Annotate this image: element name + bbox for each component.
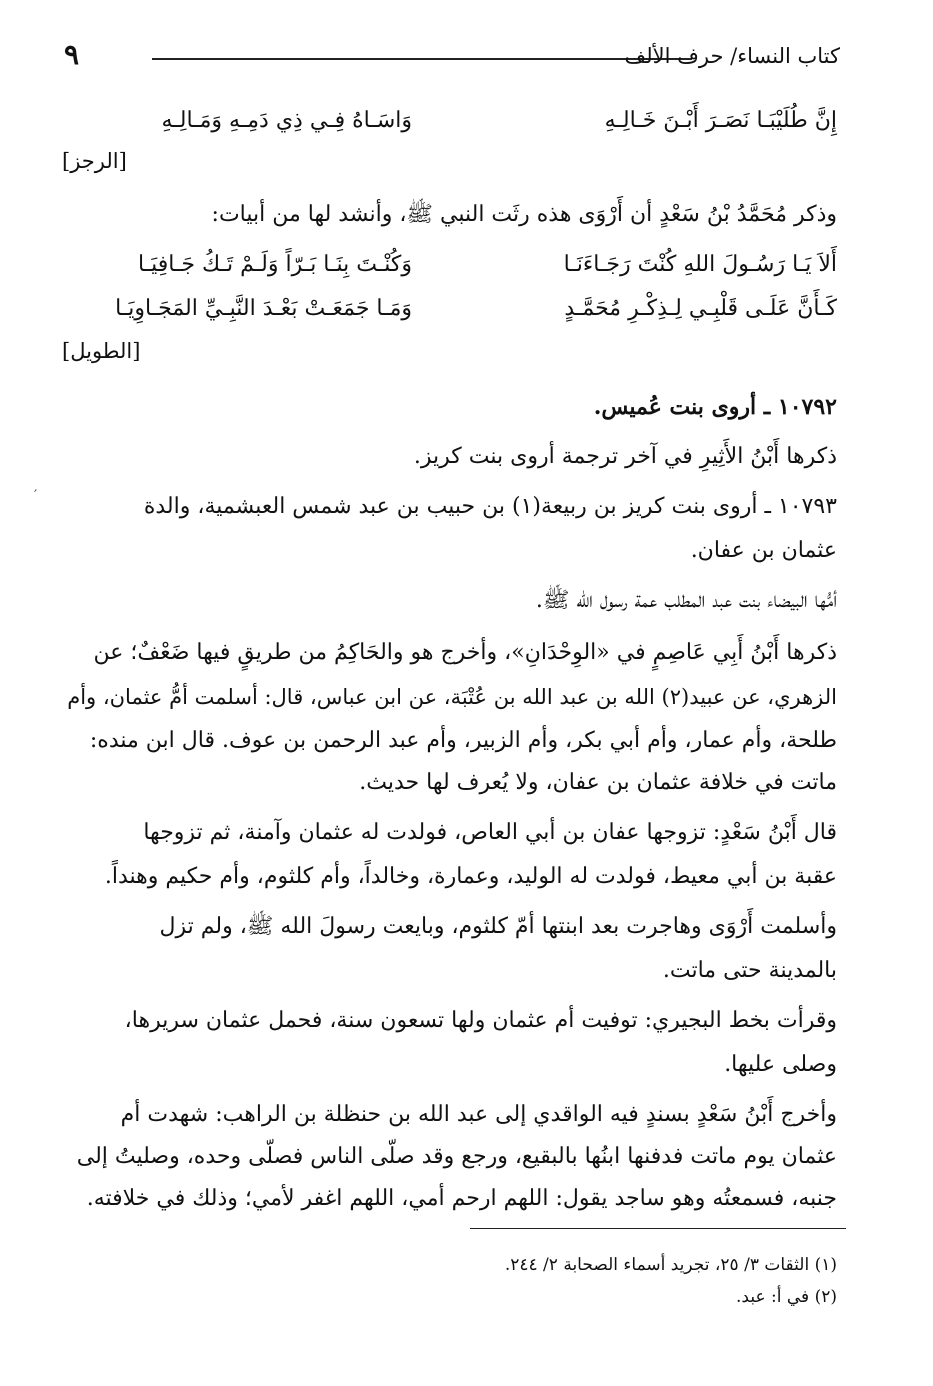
paragraph-line: ماتت في خلافة عثمان بن عفان، ولا يُعرف لها حديث. [359,770,837,795]
paragraph-line: الزهري، عن عبيد(٢) الله بن عبد الله بن عُتْبَة، عن ابن عباس، قال: أسلمت أمُّ عثمان، وأم [67,685,837,709]
paragraph-line: عقبة بن أبي معيط، فولدت له الوليد، وعمارة، وخالداً، وأم كلثوم، وأم حكيم وهنداً. [104,864,837,889]
entry-10793-heading-line: ١٠٧٩٣ ـ أروى بنت كريز بن ربيعة(١) بن حبيب بن عبد شمس العبشمية، والدة [143,494,837,519]
header-rule [152,58,692,60]
paragraph-line: قال أَبْنُ سَعْدٍ: تزوجها عفان بن أبي العاص، فولدت له عثمان وآمنة، ثم تزوجها [143,820,837,845]
verse1-right-hemistich: إِنَّ طُلَيْبَـا نَصَـرَ أَبْـنَ خَـالِـهِ [604,108,837,133]
paragraph-line: وأسلمت أَرْوَى وهاجرت بعد ابنتها أمّ كلثوم، وبايعت رسولَ الله ﷺ، ولم تزل [159,914,837,939]
verse1-meter: [الرجز] [62,149,127,173]
footnote-separator [470,1228,846,1229]
paragraph-line: عثمان بن عفان. [690,538,837,563]
footnote-1: (١) الثقات ٣/ ٢٥، تجريد أسماء الصحابة ٢/ ٢٤٤. [504,1255,837,1275]
entry-10792-heading: ١٠٧٩٢ ـ أروى بنت عُميس. [593,394,837,420]
paragraph-line: طلحة، وأم عمار، وأم أبي بكر، وأم الزبير، وأم عبد الرحمن بن عوف. قال ابن منده: [89,728,837,753]
paragraph-line: جنبه، فسمعتُه وهو ساجد يقول: اللهم ارحم أمي، اللهم اغفر لأمي؛ وذلك في خلافته. [86,1186,837,1211]
intro-line: وذكر مُحَمَّدُ بْنُ سَعْدٍ أن أَرْوَى هذه رثَت النبي ﷺ، وأنشد لها من أبيات: [211,202,837,227]
margin-tick-mark: ′ [34,488,38,504]
paragraph-line: وقرأت بخط البجيري: توفيت أم عثمان ولها تسعون سنة، فحمل عثمان سريرها، [124,1008,837,1033]
entry-10792-body: ذكرها أَبْنُ الأَثِيرِ في آخر ترجمة أروى بنت كريز. [413,444,837,469]
verse2-line1-right: أَلاَ يَـا رَسُـولَ اللهِ كُنْتَ رَجَـاءَنَـا [563,252,837,277]
paragraph-line: ذكرها أَبْنُ أَبِي عَاصِمٍ في «الوِحْدَانِ»، وأخرج هو والحَاكِمُ من طريقٍ فيها ضَعْفٌ؛ عن [93,640,837,665]
paragraph-line: وأخرج أَبْنُ سَعْدٍ بسندٍ فيه الواقدي إلى عبد الله بن حنظلة بن الراهب: شهدت أم [120,1102,837,1127]
paragraph-line: بالمدينة حتى ماتت. [662,958,837,983]
verse2-line1-left: وَكُنْـتَ بِنَـا بَـرّاً وَلَـمْ تَـكُ جَـافِيَـا [137,252,412,277]
running-title: كتاب النساء/ حرف الألف [624,44,840,68]
page-header [60,38,840,78]
paragraph-line: عثمان يوم ماتت فدفنها ابنُها بالبقيع، ورجع وقد صلّى الناس فصلّى وحده، وصليتُ إلى [76,1144,837,1169]
verse2-line2-left: وَمَـا جَمَعَـتْ بَعْـدَ النَّبِـيِّ المَجَـاوِيَـا [115,296,412,321]
verse2-line2-right: كَـأَنَّ عَلَـى قَلْبِـي لِـذِكْـرِ مُحَمَّـدٍ [564,296,837,321]
paragraph-line: أمُّها البيضاء بنت عبد المطلب عمة رسول الله ﷺ. [535,588,837,613]
verse1-left-hemistich: وَاسَـاهُ فِـي ذِي دَمِـهِ وَمَـالِـهِ [161,108,412,133]
footnote-2: (٢) في أ: عبد. [736,1287,837,1307]
verse2-meter: [الطويل] [62,339,141,363]
paragraph-line: وصلى عليها. [724,1052,837,1077]
page-number: ٩ [64,38,80,71]
